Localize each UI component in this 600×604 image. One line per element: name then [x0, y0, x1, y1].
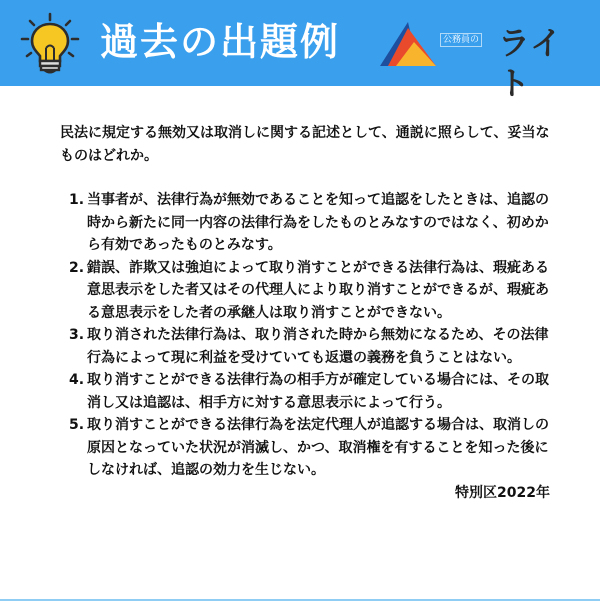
choice-number: 5. [69, 417, 85, 433]
choice-text: 取り消すことができる法律行為を法定代理人が追認する場合は、取消しの原因となっていた状況が消滅し、かつ、取消権を有することを知った後にしなければ、追認の効力を生じない。 [87, 417, 549, 478]
choice-item [60, 414, 550, 482]
lightbulb-icon [18, 12, 82, 76]
choice-text: 錯誤、詐欺又は強迫によって取り消すことができる法律行為は、瑕疵ある意思表示をした者又はその代理人により取り消すことができるが、瑕疵ある意思表示をした者の承継人は取り消すことができない。 [87, 259, 549, 321]
header-banner [0, 0, 600, 102]
logo-mark-icon [378, 20, 438, 68]
question-text: 民法に規定する無効又は取消しに関する記述として、通説に照らして、妥当なものはどれか。 [60, 125, 550, 164]
choice-item [60, 369, 550, 414]
logo [378, 20, 583, 102]
choice-number: 1. [69, 192, 85, 208]
choice-text: 当事者が、法律行為が無効であることを知って追認をしたときは、追認の時から新たに同一内容の法律行為をしたものとみなすのではなく、初めから有効であったものとみなす。 [87, 192, 549, 253]
page-title: 過去の出題例 [100, 20, 341, 64]
choice-item [60, 189, 550, 257]
question-body [60, 122, 550, 504]
choice-list [60, 189, 550, 482]
choice-text: 取り消すことができる法律行為の相手方が確定している場合には、その取消し又は追認は、相手方に対する意思表示によって行う。 [87, 372, 549, 411]
logo-subtitle: 公務員の [440, 33, 482, 47]
choice-text: 取り消された法律行為は、取り消された時から無効になるため、その法律行為によって現に利益を受けていても返還の義務を負うことはない。 [87, 327, 549, 366]
choice-number: 3. [69, 327, 85, 343]
choice-item [60, 324, 550, 369]
exam-source: 特別区2022年 [455, 484, 550, 501]
choice-number: 4. [69, 372, 85, 388]
bottom-divider [0, 599, 600, 601]
choice-item [60, 257, 550, 325]
choice-number: 2. [69, 259, 85, 276]
logo-name: ライト [498, 24, 564, 102]
